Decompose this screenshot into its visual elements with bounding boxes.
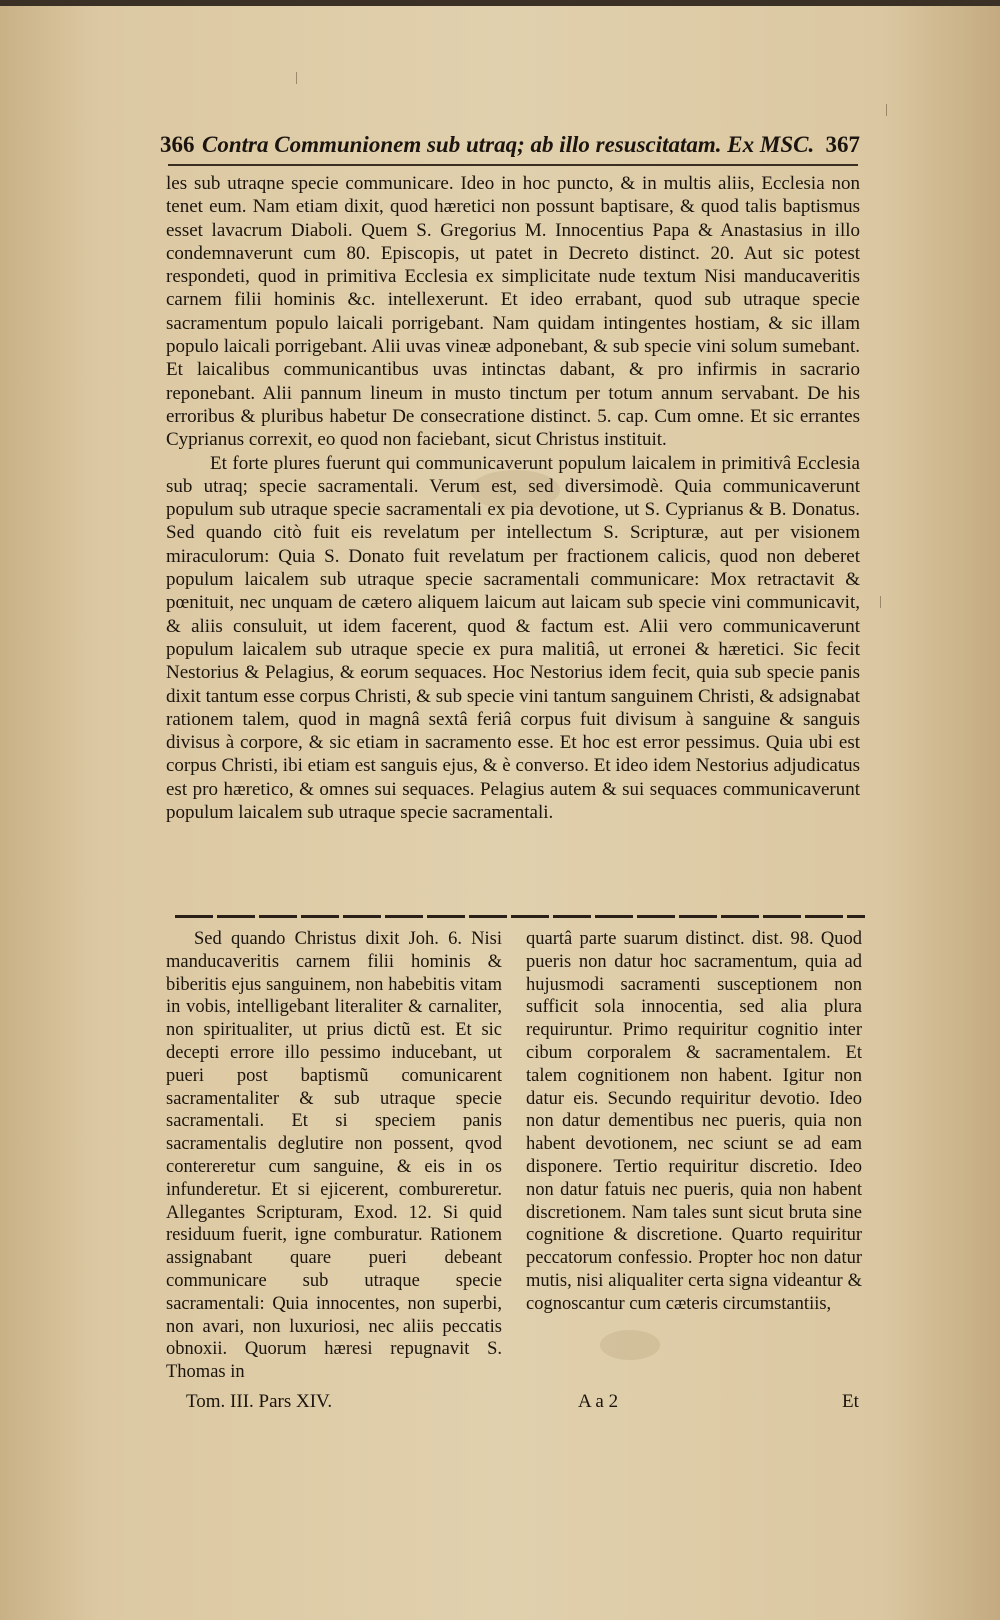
volume-line: Tom. III. Pars XIV. — [186, 1391, 333, 1412]
main-text — [166, 172, 860, 824]
paragraph: les sub utraqne specie communicare. Ideo in hoc puncto, & in multis aliis, Ecclesia non tenet eum. Nam etiam dixit, quod hæretici non possunt baptisare, & quod talis baptismus esset lavacrum Diaboli. Quem S. Gregorius M. Innocentius Papa & Anastasius in illo condemnaverunt cum 80. Episcopis, ut patet in Decreto distinct. 20. Aut sic potest respondeti, quod in primitiva Ecclesia ex simplicitate nude textum Nisi manducaveritis carnem filii hominis &c. intellexerunt. Et ideo errabant, quod sub utraque specie sacramentum populo laicali porrigebant. Nam quidam intingentes hostiam, & sic illam populo laicali porrigebant. Alii uvas vineæ adponebant, & sub specie vini solum sumebant. Et laicalibus communicantibus uvas intinctas dabant, & pro infirmis in sacrario reponebant. Alii pannum lineum in musto tinctum per totum annum servabant. De his erroribus & pluribus habetur De consecratione distinct. 5. cap. Cum omne. Et sic errantes Cyprianus correxit, eo quod non faciebant, sicut Christus instituit. — [166, 173, 860, 451]
paper-mark — [886, 104, 887, 116]
header-rule — [168, 164, 858, 166]
paper-mark — [880, 596, 881, 608]
catchword: Et — [842, 1391, 859, 1412]
right-column — [526, 928, 862, 1316]
paper-mark — [296, 72, 297, 84]
page-number-left: 366 — [160, 132, 195, 157]
signature-mark: A a 2 — [578, 1391, 619, 1412]
paper-stain — [600, 1330, 660, 1360]
running-title: Contra Communionem sub utraq; ab illo resuscitatam. Ex MSC. — [202, 132, 815, 157]
left-column — [166, 928, 502, 1384]
paragraph: Et forte plures fuerunt qui communicaverunt populum laicalem in primitivâ Ecclesia sub utraq; specie sacramentali. Verum est, sed diversimodè. Quia communicaverunt populum sub utraque specie sacramentali ex pia devotione, ut S. Cyprianus & B. Donatus. Sed quando citò fuit eis revelatum per intellectum S. Scripturæ, aut per visionem miraculorum: Quia S. Donato fuit revelatum per fractionem calicis, quod non deberet populum laicalem sub utraque specie sacramentali communicare: Mox retractavit & pœnituit, nec unquam de cætero aliquem laicum aut laicam sub specie vini communicavit, & aliis consuluit, ut idem facerent, quod & factum est. Alii vero communicaverunt populum laicalem sub utraque specie ex pura malitiâ, ut erronei & hæretici. Sic fecit Nestorius & Pelagius, & eorum sequaces. Hoc Nestorius idem fecit, quia sub specie panis dixit tantum esse corpus Christi, & sub specie vini tantum sanguinem Christi, & adsignabat rationem talem, quod in magnâ sextâ feriâ corpus fuit divisum à sanguine & sanguis divisus à corpore, & sic etiam in sacramento esse. Et hoc est error pessimus. Quia ubi est corpus Christi, ibi etiam est sanguis ejus, & è converso. Et ideo idem Nestorius adjudicatus est pro hæretico, & omnes sui sequaces. Pelagius autem & sui sequaces communicaverunt populum laicalem sub utraque specie sacramentali. — [166, 452, 860, 824]
right-column-text: quartâ parte suarum distinct. dist. 98. Quod pueris non datur hoc sacramentum, quia ad hujusmodi sacramenti susceptionem non sufficit sola innocentia, sed alia plura requiruntur. Primo requiritur cognitio inter cibum corporalem & sacramentalem. Et talem cognitionem non habent. Igitur non datur eis. Secundo requiritur devotio. Ideo non datur dementibus nec pueris, quia non habent devotionem, nec sciunt se ad eam disponere. Tertio requiritur discretio. Ideo non datur fatuis nec pueris, quia non habent discretionem. Nam tales sunt sicut bruta sine cognitione & discretione. Quarto requiritur peccatorum confessio. Propter hoc non datur mutis, nisi aliqualiter certa signa videantur & cognoscantur cum cæteris circumstantiis, — [526, 929, 862, 1314]
left-column-text: Sed quando Christus dixit Joh. 6. Nisi manducaveritis carnem filii hominis & biberitis ejus sanguinem, non habebitis vitam in vobis, intelligebant literaliter & carnaliter, non spiritualiter, ut prius dictũ est. Et sic decepti errore illo pessimo inducebant, ut pueri post baptismũ comunicarent sacramentaliter & sub utraque specie sacramentali. Et si speciem panis sacramentalis deglutire non possent, qvod contereretur cum sanguine, & eis in os infunderetur. Et si ejicerent, combureretur. Allegantes Scripturam, Exod. 12. Si quid residuum fuerit, igne comburatur. Rationem assignabant quare pueri debeant communicare sub utraque specie sacramentali: Quia innocentes, non superbi, non avari, non luxuriosi, nec aliis peccatis obnoxii. Quorum hæresi repugnavit S. Thomas in — [166, 929, 502, 1383]
page-number-right: 367 — [825, 132, 860, 157]
column-divider-rule — [175, 915, 865, 918]
running-head — [160, 128, 860, 162]
